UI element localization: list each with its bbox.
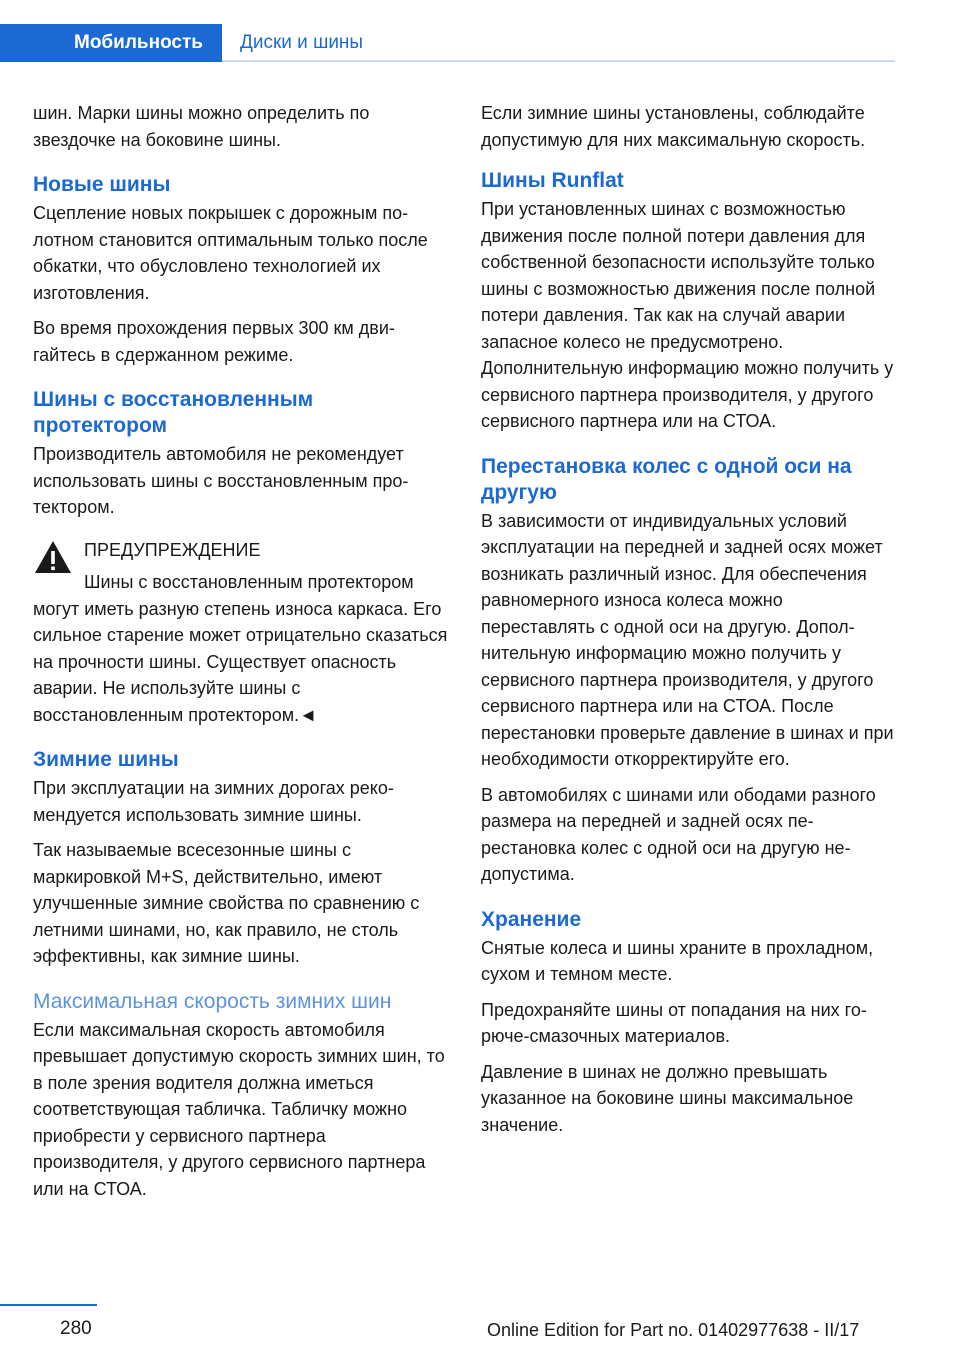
- paragraph: Снятые колеса и шины храните в прохладном, сухом и темном месте.: [481, 937, 874, 984]
- warning-box: [33, 537, 451, 729]
- paragraph: При установленных шинах с возможностью движения после полной потери давления для собственной безопасности используйте только шины с возможностью движения после полной потери давления. Так как на случай аварии запасное колесо не предусмотрено. Дополнительную информацию можно получить у сервисного партнера производителя, у другого сервисного партнера или на СТОА.: [481, 199, 894, 431]
- heading-storage: Хранение: [481, 907, 582, 931]
- paragraph: Если максимальная скорость автомобиля превышает допустимую скорость зимних шин, то в поле зрения водителя должна иметься соответствующая табличка. Табличку можно приобрести у сервисного партнера производителя, у другого сервисного партнера или на СТОА.: [33, 1019, 445, 1199]
- footer-divider: [0, 1304, 97, 1306]
- right-column: [481, 100, 899, 1147]
- paragraph: Производитель автомобиля не рекомендует использовать шины с восстановленным протектором.: [33, 444, 409, 517]
- paragraph: В зависимости от индивидуальных условий эксплуатации на передней и задней осях может возникать различный износ. Для обеспечения равномерного износа колеса можно переставлять с одной оси на другую. Дополнительную информацию можно получить у сервисного партнера производителя, у другого сервисного партнера или на СТОА. После перестановки проверьте давление в шинах и при необходимости откорректируйте его.: [481, 510, 894, 769]
- heading-runflat-tires: Шины Runflat: [481, 169, 624, 192]
- heading-new-tires: Новые шины: [33, 173, 171, 196]
- intro-paragraph: шин. Марки шины можно определить по звездочке на боковине шины.: [33, 103, 370, 150]
- heading-retreaded-tires: Шины с восстановленным протектором: [33, 388, 314, 437]
- section-tab-wheels-tires[interactable]: Диски и шины: [240, 32, 364, 53]
- paragraph: Во время прохождения первых 300 км двигайтесь в сдержанном режиме.: [33, 318, 395, 365]
- section-tab-mobility[interactable]: Мобильность: [0, 24, 222, 62]
- page-number: 280: [60, 1318, 92, 1339]
- warning-title: ПРЕДУПРЕЖДЕНИЕ: [84, 539, 261, 560]
- paragraph: Сцепление новых покрышек с дорожным полотном становится оптимальным только после обкатки, что обусловлено технологией их изготовления.: [33, 203, 428, 303]
- paragraph: В автомобилях с шинами или ободами разного размера на передней и задней осях перестановка колес с одной оси на другую недопустима.: [481, 784, 876, 884]
- left-column: [33, 100, 451, 1211]
- warning-triangle-icon: [33, 539, 73, 575]
- paragraph: Предохраняйте шины от попадания на них горюче-смазочных материалов.: [481, 999, 867, 1046]
- heading-winter-max-speed: Максимальная скорость зимних шин: [33, 989, 392, 1013]
- warning-text: Шины с восстановленным протектором могут иметь разную степень износа каркаса. Его сильное старение может отрицательно сказаться на прочности шины. Существует опасность аварии. Не используйте шины с восстановленным протектором.◄: [33, 572, 448, 725]
- intro-paragraph: Если зимние шины установлены, соблюдайте допустимую для них максимальную скорость.: [481, 103, 866, 150]
- header-divider: [222, 60, 895, 62]
- edition-info: Online Edition for Part no. 01402977638 - II/17: [487, 1320, 860, 1340]
- heading-wheel-rotation: Перестановка колес с одной оси на другую: [481, 454, 852, 504]
- paragraph: Давление в шинах не должно превышать указанное на боковине шины максимальное значение.: [481, 1061, 854, 1135]
- heading-winter-tires: Зимние шины: [33, 748, 179, 771]
- paragraph: Так называемые всесезонные шины с маркировкой M+S, действительно, имеют улучшенные зимние свойства по сравнению с летними шинами, но, как правило, не столь эффективны, как зимние шины.: [33, 840, 420, 966]
- paragraph: При эксплуатации на зимних дорогах рекомендуется использовать зимние шины.: [33, 778, 394, 825]
- page-header: [0, 0, 895, 62]
